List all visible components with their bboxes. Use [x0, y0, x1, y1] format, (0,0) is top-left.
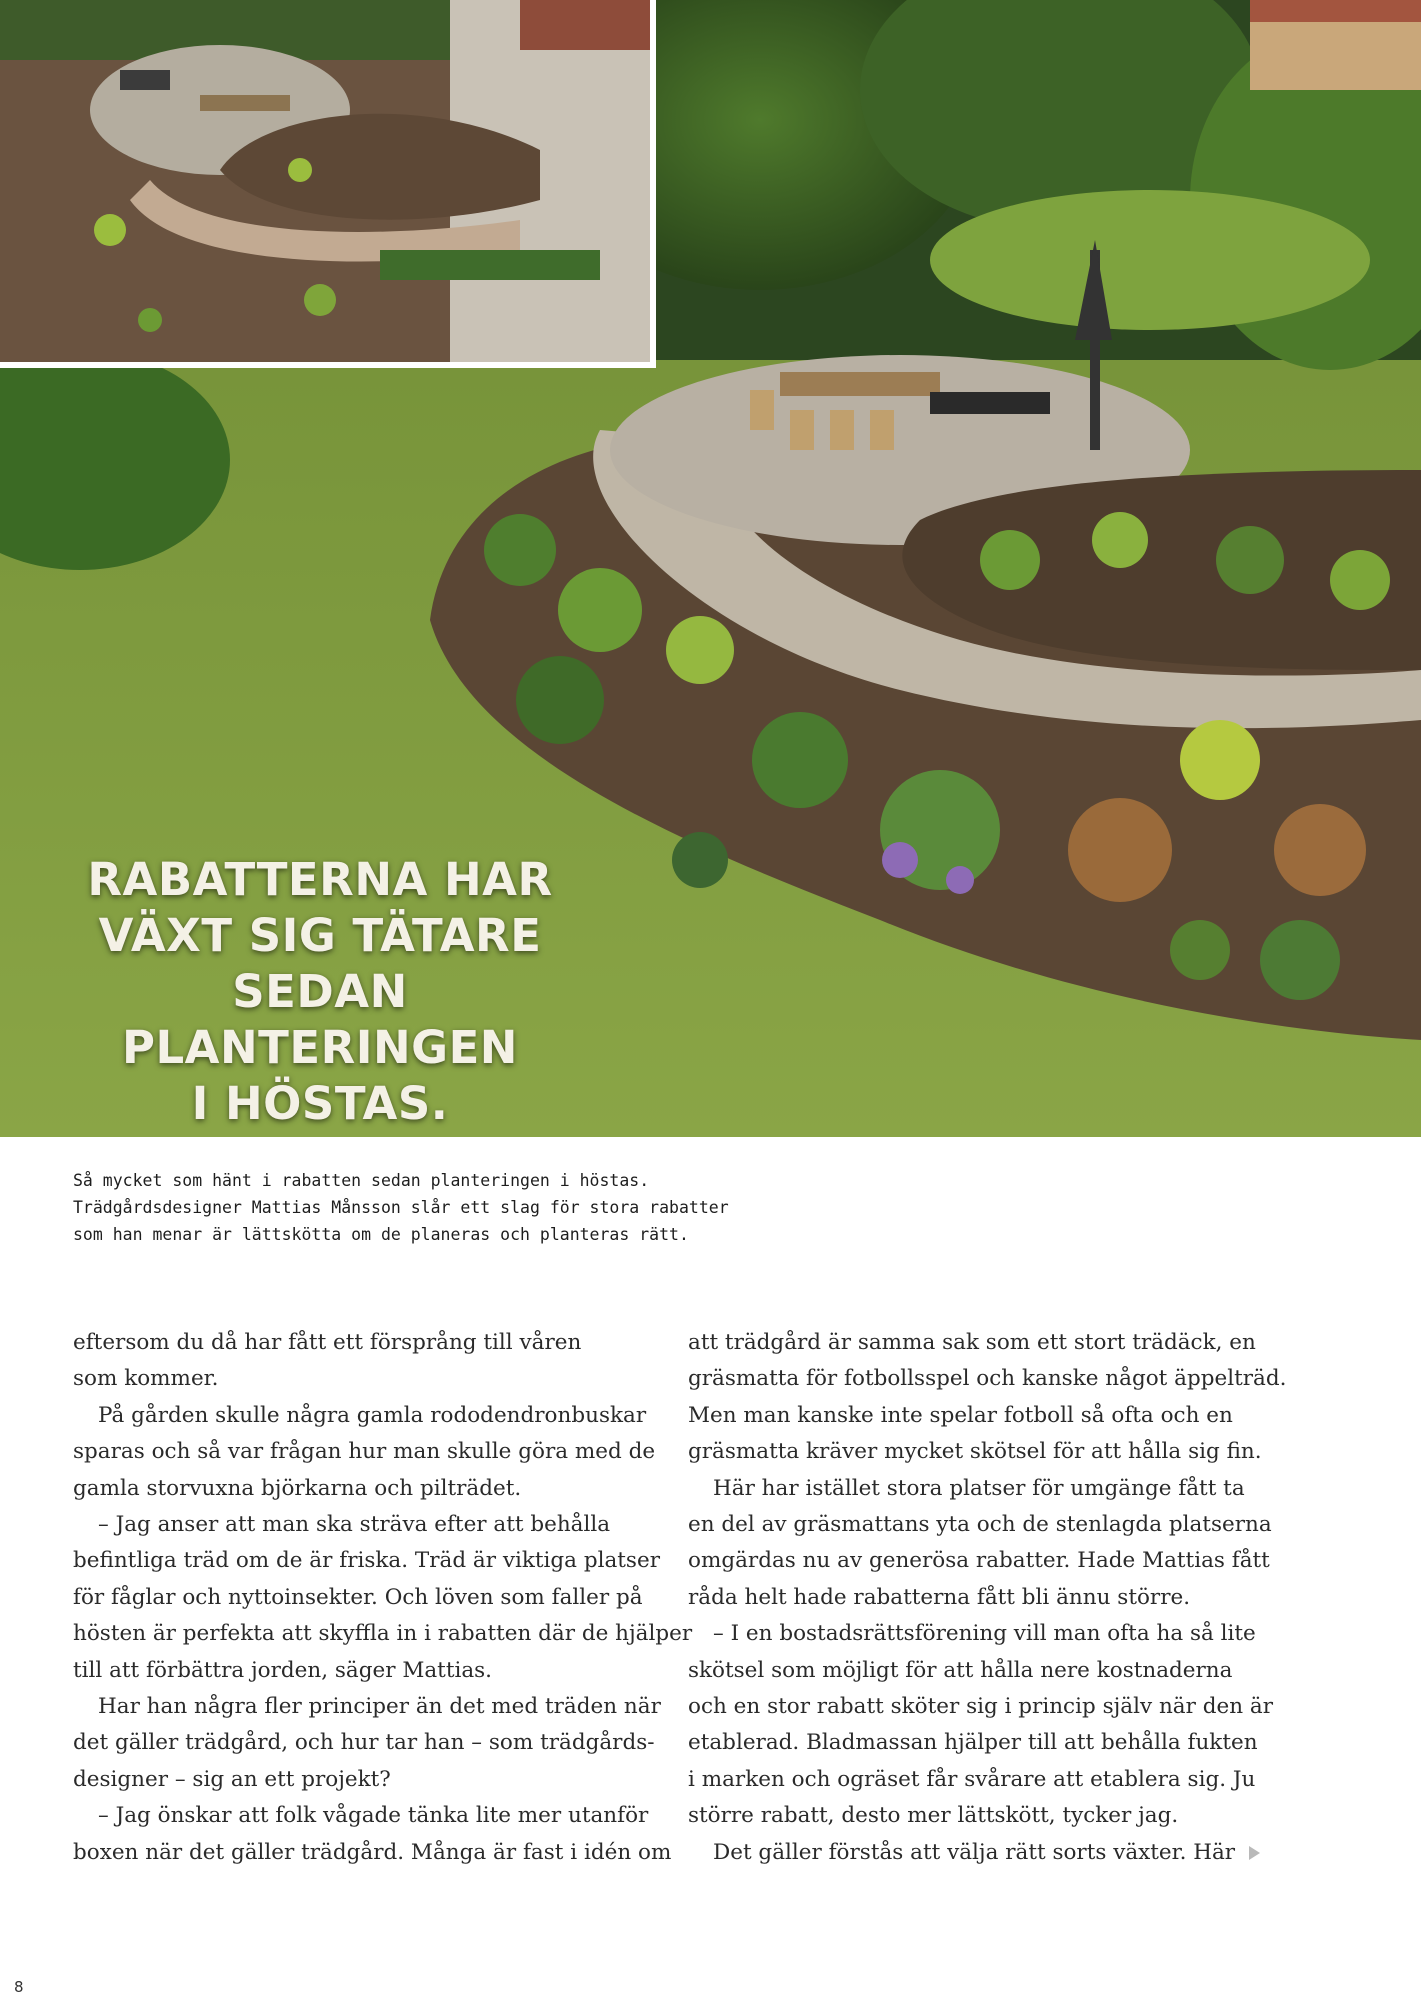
body-line: – Jag anser att man ska sträva efter att behålla: [98, 1512, 611, 1538]
body-line: i marken och ogräset får svårare att etablera sig. Ju: [688, 1766, 1256, 1792]
body-line: råda helt hade rabatterna fått bli ännu större.: [688, 1584, 1191, 1610]
body-line: och en stor rabatt sköter sig i princip själv när den är: [688, 1694, 1273, 1720]
body-line: designer – sig an ett projekt?: [73, 1766, 391, 1792]
headline-line: SEDAN PLANTERINGEN: [122, 965, 518, 1074]
body-line: det gäller trädgård, och hur tar han – som trädgårds-: [73, 1730, 655, 1756]
body-line: På gården skulle några gamla rododendronbuskar: [98, 1402, 647, 1428]
body-line: att trädgård är samma sak som ett stort trädäck, en: [688, 1330, 1256, 1355]
headline-line: I HÖSTAS.: [191, 1077, 449, 1130]
body-column-left: [73, 1325, 693, 1871]
caption-line: Så mycket som hänt i rabatten sedan planteringen i höstas.: [73, 1171, 650, 1190]
body-line-text: Det gäller förstås att välja rätt sorts växter. Här: [713, 1839, 1236, 1865]
body-line: för fåglar och nyttoinsekter. Och löven som faller på: [73, 1584, 643, 1610]
body-line: som kommer.: [73, 1366, 219, 1392]
headline-line: VÄXT SIG TÄTARE: [98, 909, 542, 962]
body-line: sparas och så var frågan hur man skulle göra med de: [73, 1439, 656, 1465]
body-line: gamla storvuxna björkarna och pilträdet.: [73, 1475, 522, 1501]
body-line: skötsel som möjligt för att hålla nere kostnaderna: [688, 1657, 1233, 1683]
body-column-right: [688, 1325, 1288, 1871]
body-line: hösten är perfekta att skyffla in i rabatten där de hjälper: [73, 1621, 693, 1647]
body-line: större rabatt, desto mer lättskött, tycker jag.: [688, 1803, 1179, 1829]
body-line: boxen när det gäller trädgård. Många är fast i idén om: [73, 1839, 672, 1865]
body-line: gräsmatta kräver mycket skötsel för att hålla sig fin.: [688, 1439, 1262, 1465]
body-line: omgärdas nu av generösa rabatter. Hade Mattias fått: [688, 1548, 1270, 1574]
caption-line: som han menar är lättskötta om de planeras och planteras rätt.: [73, 1225, 689, 1244]
page-number: 8: [14, 1978, 24, 1996]
inset-photo-illustration: [0, 0, 650, 362]
body-line: gräsmatta för fotbollsspel och kanske något äppelträd.: [688, 1366, 1287, 1392]
body-line: Men man kanske inte spelar fotboll så ofta och en: [688, 1402, 1233, 1428]
headline-overlay: [60, 852, 580, 1132]
body-line: befintliga träd om de är friska. Träd är viktiga platser: [73, 1548, 660, 1574]
photo-caption: [73, 1167, 793, 1248]
headline-line: RABATTERNA HAR: [87, 853, 553, 906]
body-line: eftersom du då har fått ett försprång till våren: [73, 1330, 582, 1355]
body-line: Har han några fler principer än det med träden när: [98, 1694, 661, 1720]
body-line: Här har istället stora platser för umgänge fått ta: [713, 1475, 1245, 1501]
body-line: – Jag önskar att folk vågade tänka lite mer utanför: [98, 1803, 649, 1829]
body-line: etablerad. Bladmassan hjälper till att behålla fukten: [688, 1730, 1258, 1756]
caption-line: Trädgårdsdesigner Mattias Månsson slår ett slag för stora rabatter: [73, 1198, 729, 1217]
body-line: en del av gräsmattans yta och de stenlagda platserna: [688, 1512, 1272, 1538]
body-line: – I en bostadsrättsförening vill man ofta ha så lite: [713, 1621, 1256, 1647]
inset-before-photo: [0, 0, 656, 368]
body-line-last: [688, 1835, 1288, 1871]
continue-arrow-icon: [1249, 1846, 1260, 1860]
body-line: till att förbättra jorden, säger Mattias.: [73, 1657, 493, 1683]
